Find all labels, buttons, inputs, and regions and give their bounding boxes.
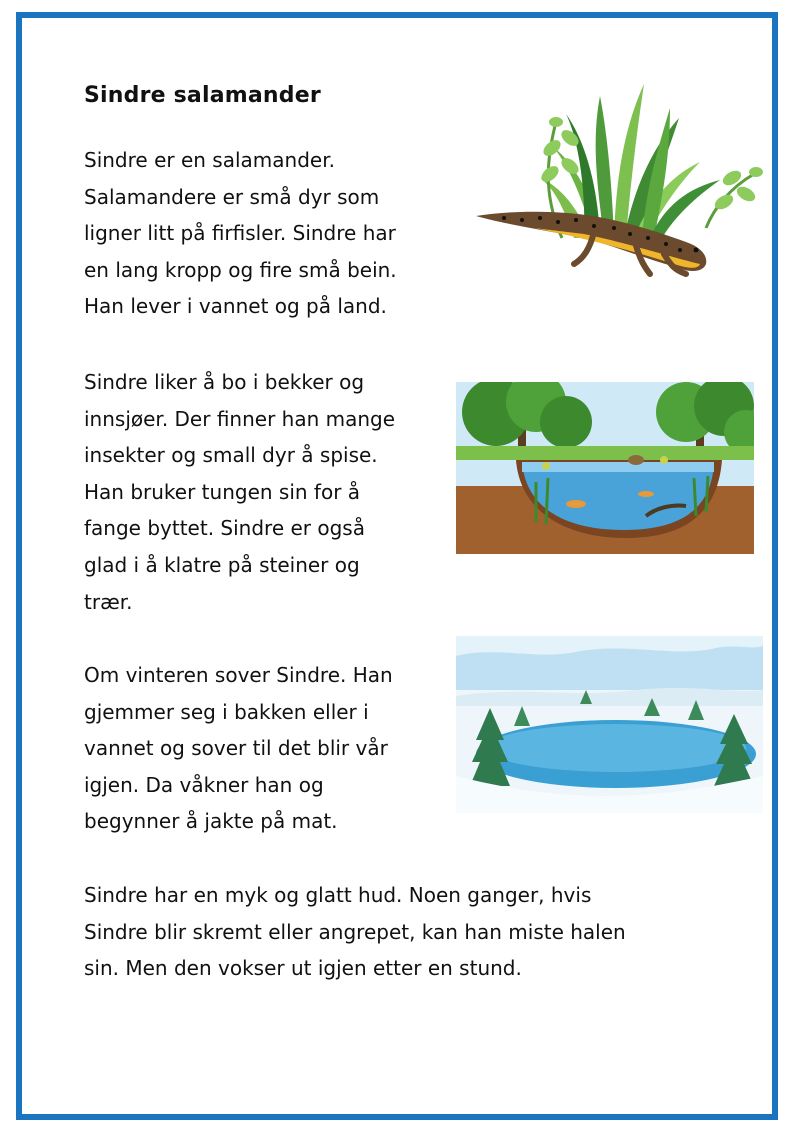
paragraph-habitat: Sindre liker å bo i bekker og innsjøer. Der finner han mange insekter og small dyr å spise. Han bruker tungen sin for å fange byttet. Sindre er også glad i å klatre på steiner og trær. (84, 370, 396, 614)
pond-illustration (456, 382, 754, 554)
winter-illustration (456, 636, 763, 813)
salamander-illustration (474, 78, 764, 290)
paragraph-intro: Sindre er en salamander. Salamandere er små dyr som ligner litt på firfisler. Sindre har en lang kropp og fire små bein. Han lever i vannet og på land. (84, 148, 397, 319)
page-title: Sindre salamander (84, 83, 321, 108)
paragraph-winter: Om vinteren sover Sindre. Han gjemmer seg i bakken eller i vannet og sover til det blir vår igjen. Da våkner han og begynner å jakte på mat. (84, 663, 393, 834)
paragraph-skin: Sindre har en myk og glatt hud. Noen ganger, hvis Sindre blir skremt eller angrepet, kan han miste halen sin. Men den vokser ut igjen etter en stund. (84, 883, 626, 981)
